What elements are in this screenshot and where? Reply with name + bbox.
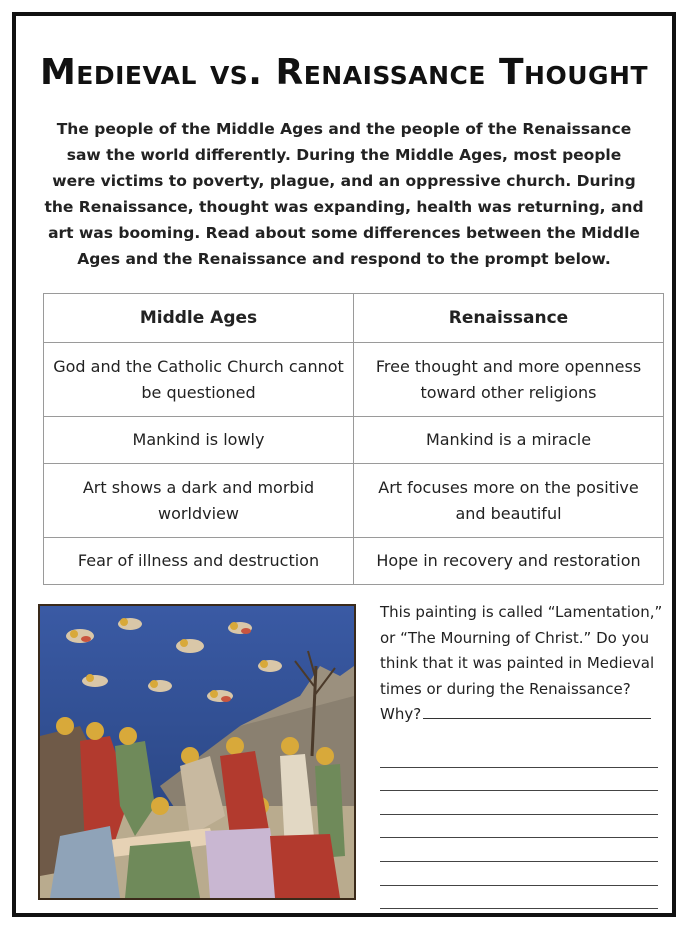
table-cell: Mankind is lowly [44,417,354,464]
table-row [44,464,664,538]
painting-prompt [380,600,670,728]
table-cell: Mankind is a miracle [354,417,664,464]
answer-line[interactable] [380,791,658,815]
table-cell: Free thought and more openness toward other religions [354,343,664,417]
table-cell: Art focuses more on the positive and beautiful [354,464,664,538]
header-middle-ages: Middle Ages [44,294,354,343]
table-cell: God and the Catholic Church cannot be questioned [44,343,354,417]
table-header-row [44,294,664,343]
table-cell: Hope in recovery and restoration [354,538,664,585]
page-title: Medieval vs. Renaissance Thought [39,52,649,93]
prompt-text: This painting is called “Lamentation,” or “The Mourning of Christ.” Do you think that it was painted in Medieval times or during the Renaissance? [380,603,663,698]
answer-line[interactable] [380,815,658,839]
why-label: Why? [380,705,422,723]
table-cell: Art shows a dark and morbid worldview [44,464,354,538]
worksheet [12,12,676,917]
comparison-table [43,293,664,585]
answer-line[interactable] [380,744,658,768]
answer-lines [380,744,658,909]
header-renaissance: Renaissance [354,294,664,343]
table-row [44,538,664,585]
lamentation-painting [38,604,356,900]
answer-line[interactable] [380,862,658,886]
answer-line[interactable] [380,838,658,862]
table-row [44,343,664,417]
table-cell: Fear of illness and destruction [44,538,354,585]
answer-line[interactable] [380,768,658,792]
answer-line-inline[interactable] [423,704,651,719]
table-row [44,417,664,464]
painting-image [40,606,354,898]
intro-paragraph: The people of the Middle Ages and the people of the Renaissance saw the world differently. During the Middle Ages, most people were victims to poverty, plague, and an oppressive church. During the Renaissance, thought was expanding, health was returning, and art was booming. Read about some differences between the Middle Ages and the Renaissance and respond to the prompt below. [44,120,644,268]
answer-line[interactable] [380,886,658,910]
